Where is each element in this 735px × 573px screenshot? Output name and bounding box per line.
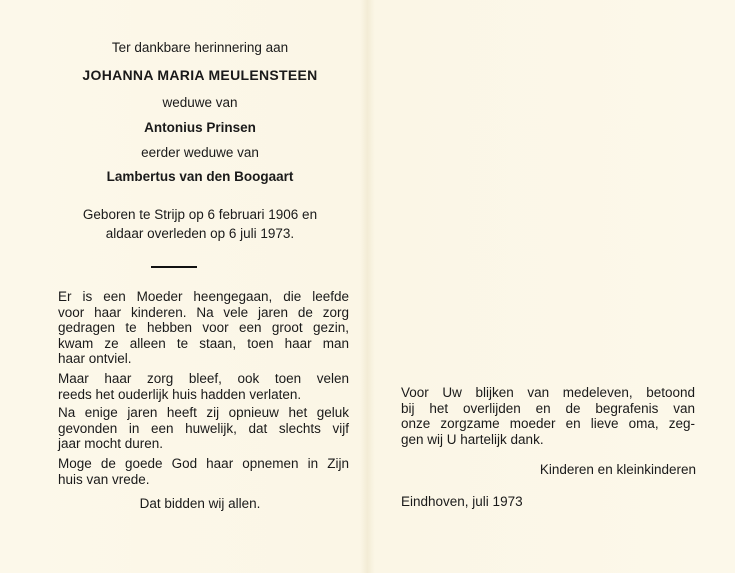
widow-of-line-1: weduwe van: [162, 95, 238, 110]
thanks-line: bij het overlijden en de begrafenis van: [401, 400, 695, 416]
verse-line: jaar mocht duren.: [58, 436, 164, 452]
verse-line: kwam ze alleen te staan, toen haar man: [58, 335, 349, 351]
left-panel: [40, 0, 360, 573]
verse-line: haar ontviel.: [58, 351, 132, 367]
verse-paragraph-2: [58, 371, 349, 402]
thanks-line: Voor Uw blijken van medeleven, betoond: [401, 385, 695, 400]
closing-line: Dat bidden wij allen.: [139, 496, 261, 511]
spouse-2-name: Lambertus van den Boogaart: [106, 169, 294, 184]
thanks-paragraph: [401, 385, 695, 447]
thanks-line: gen wij U hartelijk dank.: [401, 431, 544, 447]
thanks-line: onze zorgzame moeder en lieve oma, zeg-: [401, 416, 695, 432]
verse-line: gedragen te hebben voor een groot gezin,: [58, 320, 349, 336]
right-panel: [390, 0, 710, 573]
verse-line: gevonden in een huwelijk, dat slechts vijf: [58, 420, 349, 436]
spouse-1-name: Antonius Prinsen: [144, 120, 256, 135]
verse-line: Maar haar zorg bleef, ook toen velen: [58, 371, 349, 386]
verse-paragraph-3: [58, 405, 349, 452]
verse-line: Er is een Moeder heengegaan, die leefde: [58, 289, 349, 304]
signature-line: Kinderen en kleinkinderen: [539, 462, 696, 477]
verse-line: huis van vrede.: [58, 471, 150, 487]
verse-paragraph-1: [58, 289, 349, 367]
deceased-name: JOHANNA MARIA MEULENSTEEN: [82, 67, 318, 83]
death-line: aldaar overleden op 6 juli 1973.: [105, 226, 295, 241]
birth-line: Geboren te Strijp op 6 februari 1906 en: [82, 207, 318, 222]
verse-paragraph-4: [58, 456, 349, 487]
place-date-line: Eindhoven, juli 1973: [401, 494, 523, 509]
intro-line: Ter dankbare herinnering aan: [111, 40, 289, 55]
verse-line: reeds het ouderlijk huis hadden verlaten.: [58, 386, 302, 402]
widow-of-line-2: eerder weduwe van: [141, 145, 259, 160]
verse-line: Moge de goede God haar opnemen in Zijn: [58, 456, 349, 471]
verse-line: Na enige jaren heeft zij opnieuw het geluk: [58, 405, 349, 420]
verse-line: voor haar kinderen. Na vele jaren de zorg: [58, 304, 349, 320]
divider-rule: [151, 266, 197, 268]
